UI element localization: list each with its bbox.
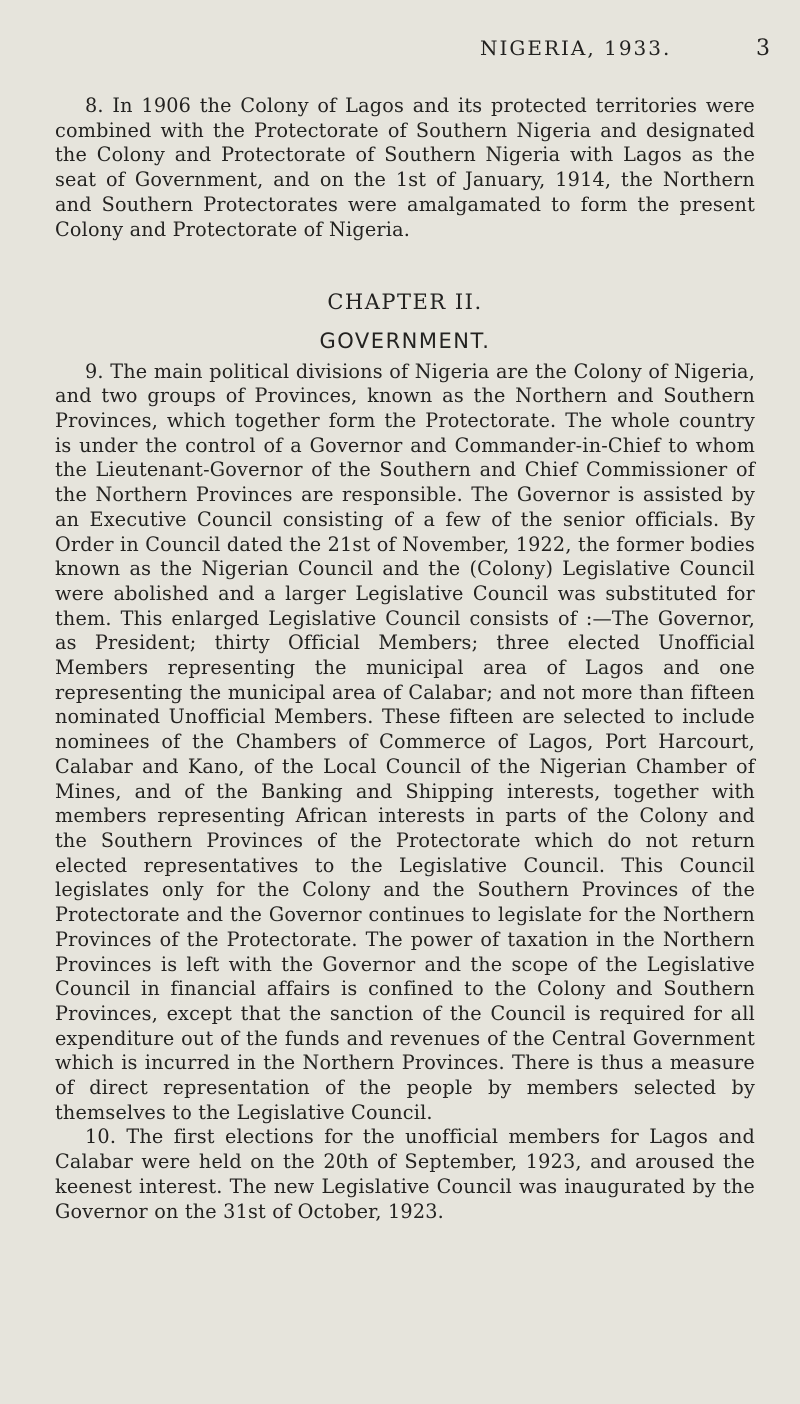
running-head: NIGERIA, 1933. — [480, 36, 672, 60]
chapter-label: CHAPTER II. — [327, 290, 483, 315]
body-text — [55, 94, 755, 1224]
paragraph-9: 9. The main political divisions of Nigeria are the Colony of Nigeria, and two groups of Provinces, known as the Northern and Southern Provinces, which together form the Protectorate. The whole country is under the control of a Governor and Commander-in-Chief to whom the Lieutenant-Governor of the Southern and Chief Commissioner of the Northern Provinces are responsible. The Governor is assisted by an Executive Council consisting of a few of the senior officials. By Order in Council dated the 21st of November, 1922, the former bodies known as the Nigerian Council and the (Colony) Legislative Council were abolished and a larger Legislative Council was substituted for them. This enlarged Legislative Council consists of :—The Governor, as President; thirty Official Members; three elected Unofficial Members representing the municipal area of Lagos and one representing the municipal area of Calabar; and not more than fifteen nominated Unofficial Members. These fifteen are selected to include nominees of the Chambers of Commerce of Lagos, Port Harcourt, Calabar and Kano, of the Local Council of the Nigerian Chamber of Mines, and of the Banking and Shipping interests, together with members representing African interests in parts of the Colony and the Southern Provinces of the Protectorate which do not return elected representatives to the Legislative Council. This Council legislates only for the Colony and the Southern Provinces of the Protectorate and the Governor continues to legislate for the Northern Provinces of the Protectorate. The power of taxation in the Northern Provinces is left with the Governor and the scope of the Legislative Council in financial affairs is confined to the Colony and Southern Provinces, except that the sanction of the Council is required for all expenditure out of the funds and revenues of the Central Government which is incurred in the Northern Provinces. There is thus a measure of direct representation of the people by members selected by themselves to the Legislative Council. — [55, 359, 755, 1124]
paragraph-10: 10. The first elections for the unofficial members for Lagos and Calabar were held on the 20th of September, 1923, and aroused the keenest interest. The new Legislative Council was inaugurated by the Governor on the 31st of October, 1923. — [55, 1125, 755, 1223]
page-number: 3 — [756, 36, 770, 61]
paragraph-8: 8. In 1906 the Colony of Lagos and its protected territories were combined with the Protectorate of Southern Nigeria and designated the Colony and Protectorate of Southern Nigeria with Lagos as the seat of Government, and on the 1st of January, 1914, the Northern and Southern Protectorates were amalgamated to form the present Colony and Protectorate of Nigeria. — [55, 94, 755, 241]
chapter-title: GOVERNMENT. — [319, 328, 491, 353]
